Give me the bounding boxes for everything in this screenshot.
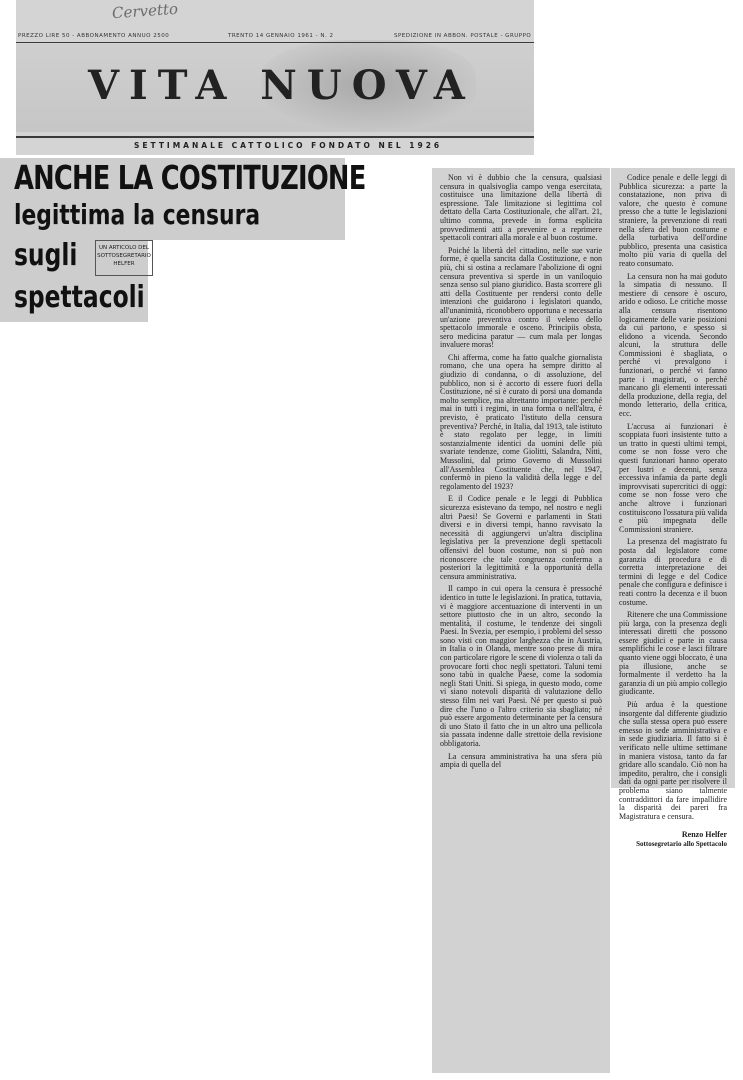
article-paragraph: L'accusa ai funzionari è scoppiata fuori insistente tutto a un tratto in questi ultimi tempi, come se non fosse vero che questi funzionari hanno operato per lustri e decenni, senza eccessiva infamia da parte degli improvvisati supercritici di oggi: come se non fosse vero che anche altrove i funzionari costituiscono l'ossatura più valida e più impegnata delle Commissioni straniere. [619, 421, 727, 534]
article-paragraph: La presenza del magistrato fu posta dal legislatore come garanzia di procedura e di corretta interpretazione dei termini di legge e del Codice penale che configura e definisce i reati contro la decenza e il buon costume. [619, 537, 727, 607]
masthead-price-info: PREZZO LIRE 50 - ABBONAMENTO ANNUO 2500 [18, 33, 170, 39]
article-paragraph: Non vi è dubbio che la censura, qualsiasi censura in qualsivoglia campo venga esercitata, costituisce una limitazione della libertà di espressione. Tale limitazione si legittima col dettato della Carta Costituzionale, che all'art. 21, ultimo comma, prevede in forma esplicita provvedimenti atti a prevenire e a reprimere spettacoli contrari alla morale e al buon costume. [440, 173, 602, 243]
masthead-rule-top [16, 42, 534, 43]
masthead-postal-info: SPEDIZIONE IN ABBON. POSTALE - GRUPPO [394, 33, 532, 39]
masthead-date-info: TRENTO 14 GENNAIO 1961 - N. 2 [228, 33, 334, 39]
byline-line: UN ARTICOLO DEL [99, 245, 149, 251]
author-signature: Renzo Helfer [681, 830, 727, 840]
headline-line-1: ANCHE LA COSTITUZIONE [14, 158, 366, 197]
article-paragraph: Ritenere che una Commissione più larga, con la presenza degli interessati diretti che possono essere giudici e parte in causa semplifichi le cose e lasci filtrare quanto viene oggi bloccato, è una pia illusione, anche se formalmente il verdetto ha la garanzia di un più ampio collegio giudicante. [619, 610, 727, 697]
article-paragraph: Più ardua è la questione insorgente dal differente giudizio che sulla stessa opera può essere emesso in sede amministrativa e in sede giudiziaria. Il fatto si è verificato nelle ultime settimane in maniera vistosa, tanto da far gridare allo scandalo. Ciò non ha impedito, peraltro, che i consigli dati da ogni parte per risolvere il problema siano talmente contraddittori da fare impallidire la disparità dei pareri fra Magistratura e censura. [619, 700, 727, 821]
headline-line-2: legittima la censura [14, 198, 261, 231]
headline-clipping [0, 158, 366, 322]
article-column-2 [611, 168, 735, 848]
byline-line: HELFER [113, 261, 135, 267]
headline-cutout [148, 240, 345, 322]
article-paragraph: La censura amministrativa ha una sfera più ampia di quella del [440, 751, 602, 770]
article-paragraph: La censura non ha mai goduto la simpatia di nessuno. Il mestiere di censore è oscuro, arido e odioso. Le critiche mosse alla censura risentono logicamente delle varie posizioni da cui partono, e spesso si elidono a vicenda. Secondo alcuni, la struttura delle Commissioni è sbagliata, o perché vi prevalgono i funzionari, o perché vi fanno parte i magistrati, o perché mancano gli elementi interessati della produzione, della regia, del mondo letterario, della critica, ecc. [619, 271, 727, 419]
headline-line-3: sugli [14, 238, 78, 273]
byline-line: SOTTOSEGRETARIO [97, 253, 151, 259]
article-paragraph: Chi afferma, come ha fatto qualche giornalista romano, che una opera ha sempre diritto al giudizio di condanna, o di assoluzione, del pubblico, non si è accorto di essere fuori della Costituzione, né si è curato di porsi una domanda molto semplice, ma altrettanto importante: perché mai in tutti i regimi, in una forma o nell'altra, è previsto, è praticato l'istituto della censura preventiva? Perché, in Italia, dal 1913, tale istituto è stato regolato per legge, in limiti sostanzialmente identici da uomini delle più svariate tendenze, come Giolitti, Salandra, Nitti, Mussolini, dal primo Governo di Mussolini all'Assemblea Costituente che, nel 1947, confermò in pieno la validità della legge e del regolamento del 1923? [440, 352, 602, 491]
byline-box [95, 240, 153, 276]
handwritten-annotation: Cervetto [111, 0, 179, 23]
article-paragraph: Poiché la libertà del cittadino, nelle sue varie forme, è quella sancita dalla Costituzione, e non più, chi si ostina a reclamare l'abolizione di ogni censura preventiva si sperde in un vaniloquio senza senso sul piano giuridico. Basta scorrere gli atti della Costituente per rendersi conto delle intenzioni che guidarono i legislatori quando, all'unanimità, riconobbero opportuna e necessaria un'azione preventiva contro il veleno dello spettacolo immorale e osceno. Principiis obsta, sero medicina paratur — cum mala per longas invaluere moras! [440, 245, 602, 350]
masthead-subtitle: SETTIMANALE CATTOLICO FONDATO NEL 1926 [134, 141, 443, 150]
masthead-rule-bottom [16, 136, 534, 138]
author-title: Sottosegretario allo Spettacolo [636, 839, 727, 848]
article-column-1 [432, 168, 610, 1073]
masthead-title: VITA NUOVA [88, 62, 475, 109]
article-paragraph: E il Codice penale e le leggi di Pubblica sicurezza esistevano da tempo, nel nostro e negli altri Paesi! Se Governi e parlamenti in Stati diversi e in diversi tempi, hanno ravvisato la necessità di aggiungervi un'altra disciplina legislativa per la prevenzione degli spettacoli offensivi del buon costume, non si può non riconoscere che tale congruenza conferma a posteriori la legittimità e la opportunità della censura amministrativa. [440, 494, 602, 581]
article-paragraph: Il campo in cui opera la censura è pressoché identico in tutte le legislazioni. In pratica, tuttavia, vi è maggiore accentuazione di interventi in un settore piuttosto che in un altro, secondo la mentalità, il costume, le tendenze dei singoli Paesi. In Svezia, per esempio, i problemi del sesso sono visti con maggior larghezza che in Austria, in Italia o in Olanda, mentre sono prese di mira con particolare rigore le scene di violenza o tali da provocare forti choc negli spettatori. Taluni temi sono tabù in qualche Paese, come la sodomia negli Stati Uniti. Si spiega, in questo modo, come vi siano notevoli disparità di valutazione dello stesso film nei vari Paesi. Né per questo si può dire che l'uno o l'altro criterio sia sbagliato; né può essere argomento determinante per la censura di uno Stato il fatto che in un altro una pellicola sia passata indenne dalle strettoie della revisione obbligatoria. [440, 584, 602, 748]
masthead-clipping [16, 0, 534, 155]
article-paragraph: Codice penale e delle leggi di Pubblica sicurezza: a parte la constatazione, non priva di valore, che questo è comune presso che a tutte le legislazioni straniere, la prevenzione di reati nella sfera del buon costume e della turbativa dell'ordine pubblico, presenta una casistica molto più varia di quella del reato consumato. [619, 173, 727, 268]
headline-line-4: spettacoli [14, 280, 145, 315]
